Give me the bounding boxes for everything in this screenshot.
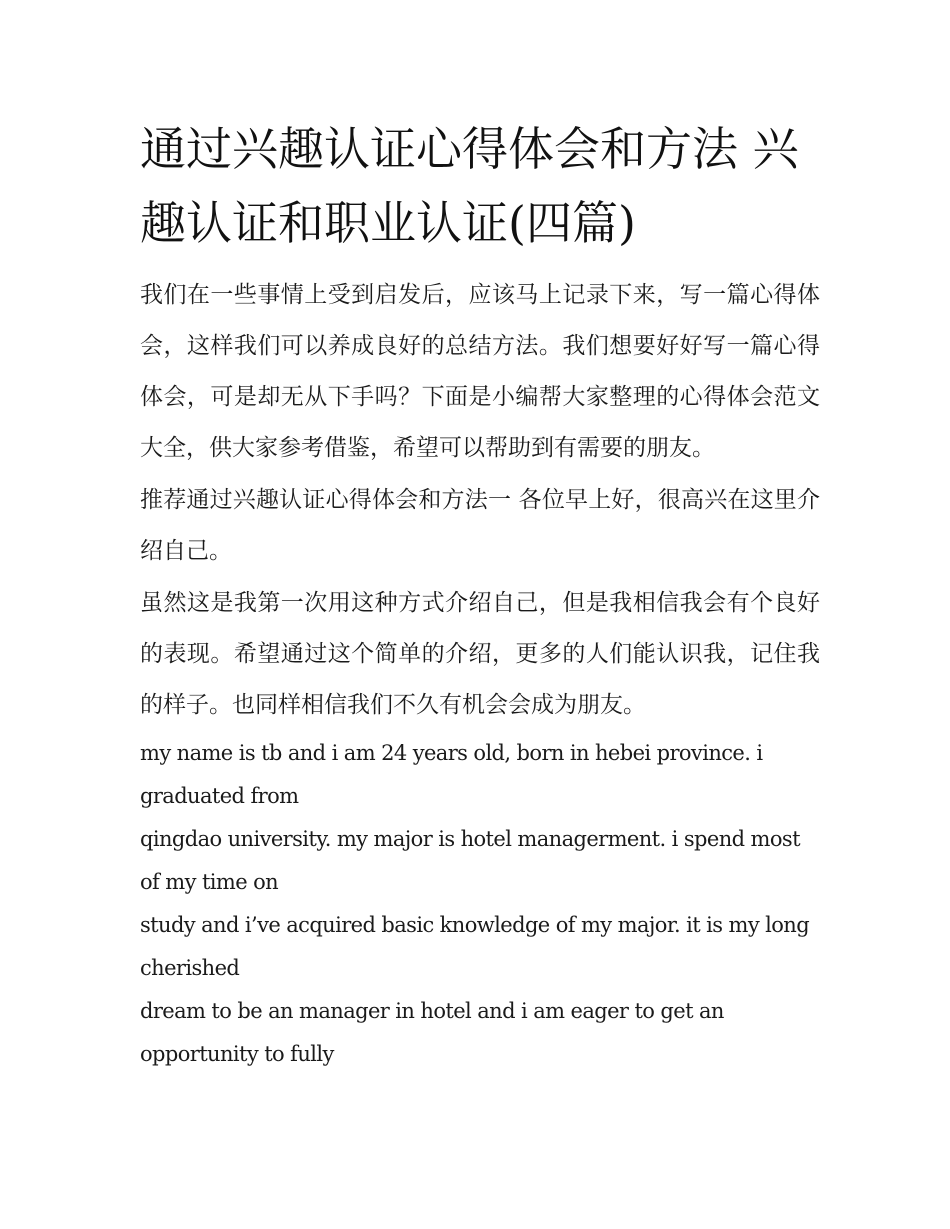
document-page: [140, 112, 820, 1076]
english-line-3: study and i’ve acquired basic knowledge of my major. it is my long cherished: [140, 913, 810, 980]
document-title: 通过兴趣认证心得体会和方法 兴趣认证和职业认证(四篇): [140, 122, 799, 250]
english-line-2: qingdao university. my major is hotel managerment. i spend most of my time on: [140, 827, 800, 894]
english-line-1: my name is tb and i am 24 years old, born in hebei province. i graduated from: [140, 741, 763, 808]
recommend-paragraph: 推荐通过兴趣认证心得体会和方法一 各位早上好，很高兴在这里介绍自己。: [140, 487, 820, 564]
self-intro-paragraph: 虽然这是我第一次用这种方式介绍自己，但是我相信我会有个良好的表现。希望通过这个简单的介绍，更多的人们能认识我，记住我的样子。也同样相信我们不久有机会会成为朋友。: [140, 590, 820, 718]
english-line-4: dream to be an manager in hotel and i am eager to get an opportunity to fully: [140, 999, 724, 1066]
intro-paragraph: 我们在一些事情上受到启发后，应该马上记录下来，写一篇心得体会，这样我们可以养成良好的总结方法。我们想要好好写一篇心得体会，可是却无从下手吗？下面是小编帮大家整理的心得体会范文大全，供大家参考借鉴，希望可以帮助到有需要的朋友。: [140, 282, 820, 461]
